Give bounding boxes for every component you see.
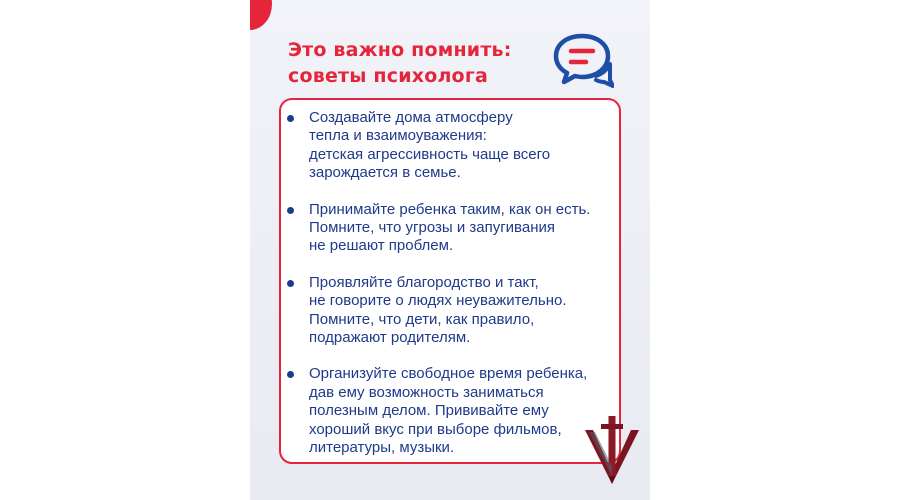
dagger-emblem-icon — [581, 414, 643, 486]
tip-3-line-4: подражают родителям. — [309, 329, 471, 347]
tips-list-wrapper — [309, 109, 590, 476]
bullet-icon — [287, 280, 294, 287]
tip-item-1 — [309, 109, 590, 183]
tip-4-line-5: литературы, музыки. — [309, 439, 455, 457]
tip-2-line-2: Помните, что угрозы и запугивания — [309, 219, 555, 237]
tip-item-2 — [309, 201, 590, 256]
tip-4-line-4: хороший вкус при выборе фильмов, — [309, 420, 562, 438]
chat-bubbles-icon — [552, 32, 614, 88]
tip-1-line-2: тепла и взаимоуважения: — [309, 127, 487, 145]
tip-2-line-3: не решают проблем. — [309, 237, 454, 255]
tip-1-line-4: зарождается в семье. — [309, 164, 461, 182]
tip-1-line-3: детская агрессивность чаще всего — [309, 145, 551, 163]
tip-item-3 — [309, 274, 590, 348]
poster-heading — [288, 37, 512, 89]
corner-accent-shape — [250, 0, 272, 30]
tip-4-line-2: дав ему возможность заниматься — [309, 383, 544, 401]
tip-1-line-1: Создавайте дома атмосферу — [309, 109, 513, 126]
tips-list — [309, 109, 590, 458]
bullet-icon — [287, 207, 294, 214]
tip-item-4 — [309, 365, 590, 457]
heading-line-1: Это важно помнить: — [288, 39, 512, 61]
tip-3-line-2: не говорите о людях неуважительно. — [309, 292, 567, 310]
tip-3-line-1: Проявляйте благородство и такт, — [309, 273, 539, 291]
bullet-icon — [287, 115, 294, 122]
tip-3-line-3: Помните, что дети, как правило, — [309, 310, 535, 328]
heading-line-2: советы психолога — [288, 65, 488, 87]
tip-2-line-1: Принимайте ребенка таким, как он есть. — [309, 200, 591, 218]
tip-4-line-3: полезным делом. Прививайте ему — [309, 402, 549, 420]
tip-4-line-1: Организуйте свободное время ребенка, — [309, 365, 588, 383]
